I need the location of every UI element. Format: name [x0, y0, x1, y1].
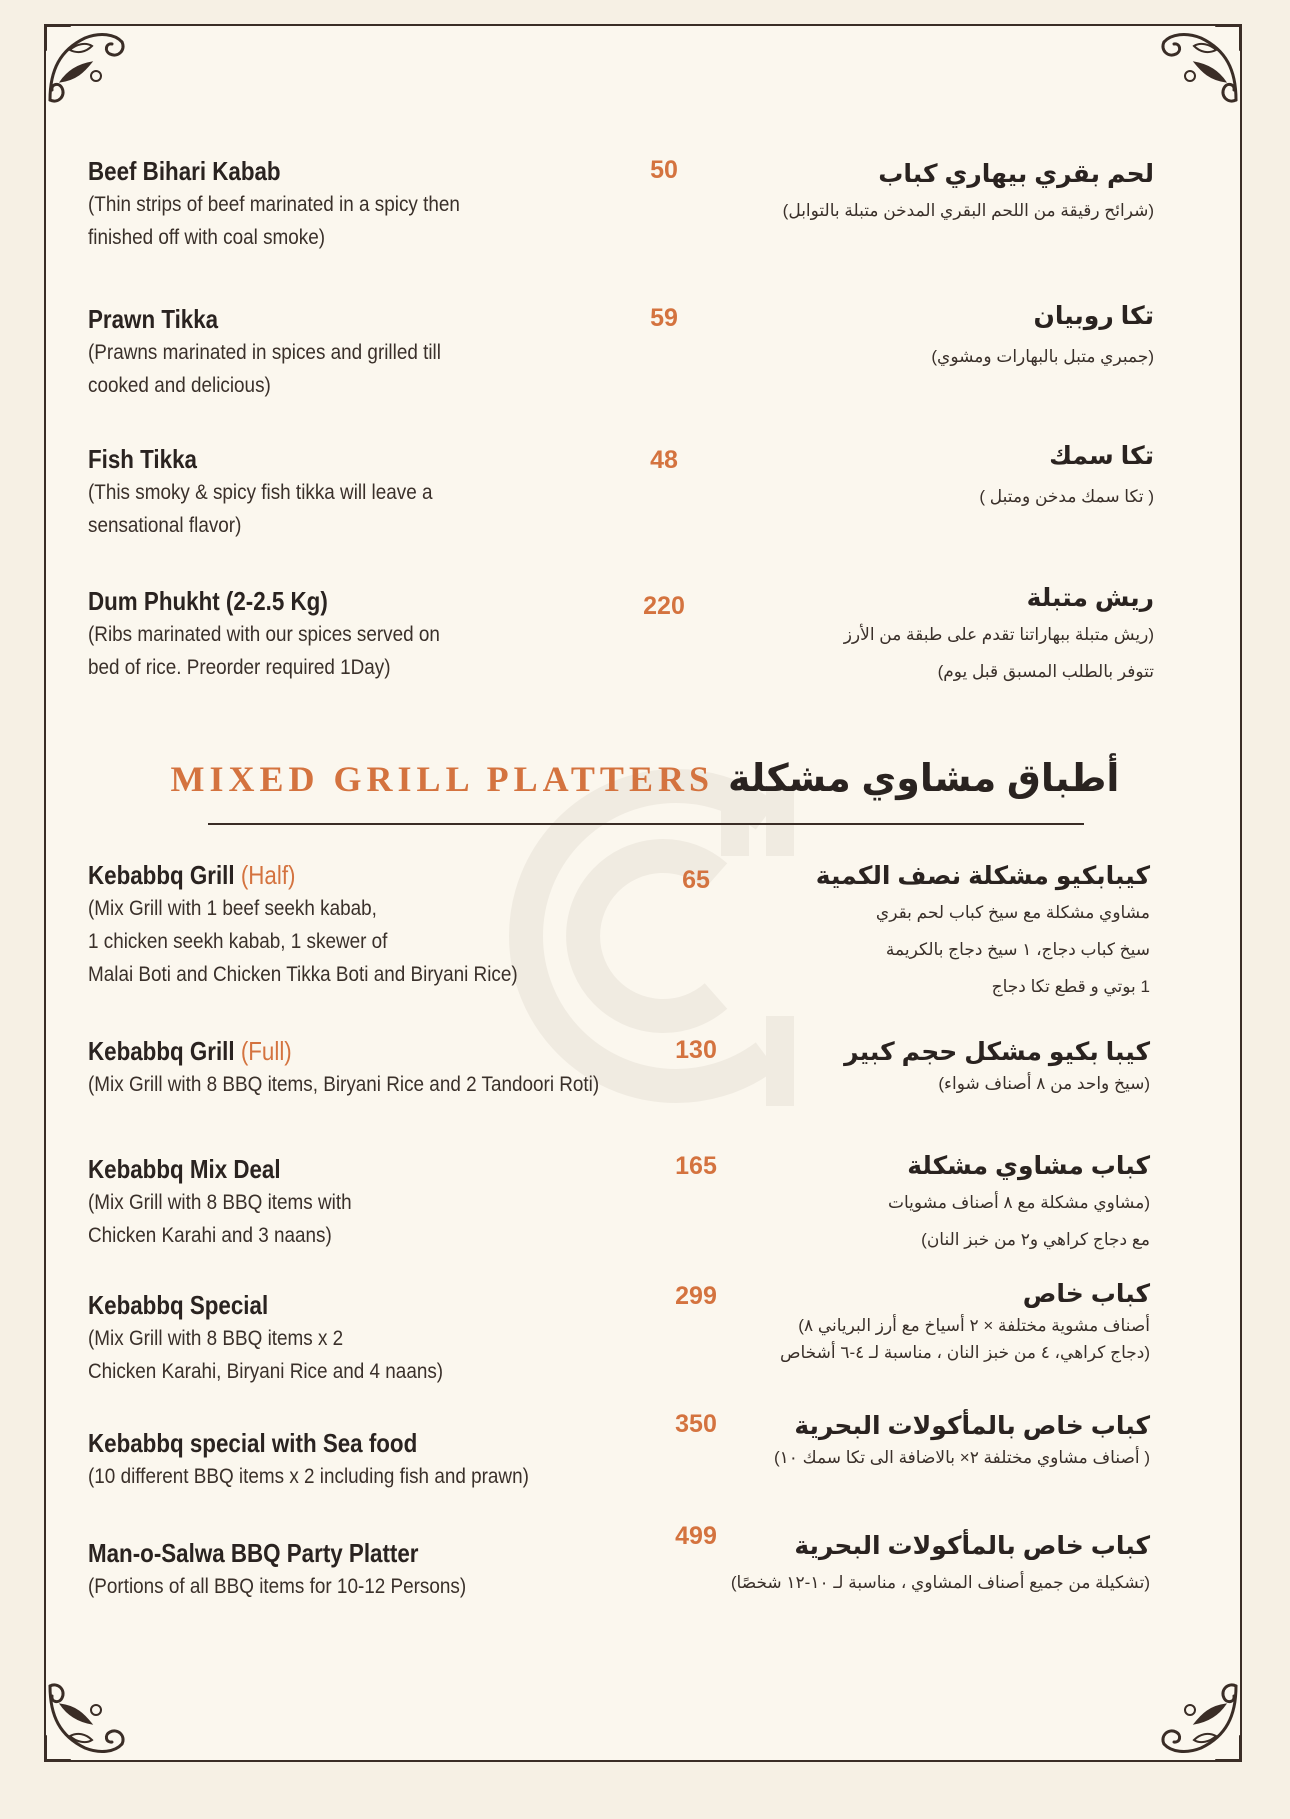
- item-english: [88, 1288, 648, 1388]
- item-name: Fish Tikka: [88, 444, 197, 474]
- item-desc: (10 different BBQ items x 2 including fish and prawn): [88, 1465, 529, 1488]
- item-english: [88, 154, 648, 254]
- item-english: [88, 858, 648, 991]
- item-name-ar: كيبا بكيو مشكل حجم كبير: [844, 1038, 1150, 1066]
- item-arabic: [590, 1408, 1150, 1472]
- item-price: 65: [682, 866, 710, 894]
- item-desc-ar: مع دجاج كراهي و٢ من خبز النان): [921, 1230, 1150, 1249]
- item-name: [88, 858, 570, 892]
- item-name: Kebabbq special with Sea food: [88, 1428, 418, 1458]
- item-name-ar: كيبابكيو مشكلة نصف الكمية: [815, 862, 1150, 890]
- item-name: Kebabbq Mix Deal: [88, 1154, 281, 1184]
- item-name-ar: كباب مشاوي مشكلة: [907, 1152, 1150, 1180]
- item-name-ar: تكا سمك: [1049, 442, 1154, 470]
- item-desc: Malai Boti and Chicken Tikka Boti and Biryani Rice): [88, 963, 518, 986]
- item-arabic: [590, 1034, 1150, 1098]
- item-desc-ar: سيخ كباب دجاج، ١ سيخ دجاج بالكريمة: [885, 940, 1150, 959]
- ornament-corner-top-left: [40, 20, 132, 112]
- item-desc: finished off with coal smoke): [88, 226, 326, 249]
- item-arabic: [590, 1276, 1150, 1366]
- item-desc: Chicken Karahi, Biryani Rice and 4 naans): [88, 1360, 444, 1383]
- item-name-ar: كباب خاص بالمأكولات البحرية: [794, 1412, 1150, 1440]
- item-desc: (Mix Grill with 8 BBQ items, Biryani Rice and 2 Tandoori Roti): [88, 1073, 600, 1096]
- item-name: Prawn Tikka: [88, 304, 219, 334]
- item-english: [88, 1152, 648, 1252]
- item-desc: (Mix Grill with 8 BBQ items with: [88, 1191, 352, 1214]
- item-desc-ar: (تشكيلة من جميع أصناف المشاوي ، مناسبة لـ ١٠-١٢ شخصًا): [730, 1573, 1150, 1592]
- item-desc: Chicken Karahi and 3 naans): [88, 1224, 332, 1247]
- item-price: 350: [675, 1410, 717, 1438]
- item-english: [88, 442, 648, 542]
- item-desc-ar: مشاوي مشكلة مع سيخ كباب لحم بقري: [875, 903, 1150, 922]
- item-desc: (Mix Grill with 8 BBQ items x 2: [88, 1327, 344, 1350]
- item-arabic: [594, 438, 1154, 515]
- item-desc: bed of rice. Preorder required 1Day): [88, 656, 391, 679]
- item-arabic: [590, 1148, 1150, 1258]
- item-size: (Half): [240, 860, 296, 890]
- item-name: Beef Bihari Kabab: [88, 156, 281, 186]
- item-price: 50: [650, 156, 678, 184]
- item-desc-ar: أصناف مشوية مختلفة × ٢ أسياخ مع أرز البرياني ٨): [798, 1316, 1150, 1335]
- item-name-ar: ريش متبلة: [1026, 584, 1154, 612]
- ornament-corner-top-right: [1154, 20, 1246, 112]
- item-english: [88, 1536, 648, 1603]
- item-desc-ar: (دجاج كراهي، ٤ من خبز النان ، مناسبة لـ ٤-٦ أشخاص: [779, 1343, 1150, 1362]
- item-desc: (Portions of all BBQ items for 10-12 Persons): [88, 1575, 467, 1598]
- item-name-ar: لحم بقري بيهاري كباب: [878, 160, 1154, 188]
- item-name-ar: تكا روبيان: [1033, 302, 1154, 330]
- item-english: [88, 302, 648, 402]
- ornament-corner-bottom-left: [40, 1674, 132, 1766]
- item-name-ar: كباب خاص بالمأكولات البحرية: [794, 1532, 1150, 1560]
- item-name-text: Kebabbq Grill: [88, 860, 235, 890]
- item-arabic: [594, 580, 1154, 690]
- item-desc: sensational flavor): [88, 514, 242, 537]
- item-desc: (Ribs marinated with our spices served on: [88, 623, 440, 646]
- ornament-corner-bottom-right: [1154, 1674, 1246, 1766]
- item-name: [88, 1034, 638, 1068]
- item-arabic: [594, 156, 1154, 229]
- item-desc: (Prawns marinated in spices and grilled till: [88, 341, 441, 364]
- menu-page: [44, 24, 1242, 1762]
- section-title-english: MIXED GRILL PLATTERS: [170, 759, 714, 799]
- item-price: 499: [675, 1522, 717, 1550]
- item-desc-ar: (ريش متبلة ببهاراتنا تقدم على طبقة من الأرز: [843, 625, 1154, 644]
- section-title: [46, 756, 1244, 801]
- item-desc-ar: (سيخ واحد من ٨ أصناف شواء): [938, 1074, 1150, 1093]
- item-arabic: [590, 1528, 1150, 1601]
- item-price: 59: [650, 304, 678, 332]
- section-divider: [208, 823, 1084, 825]
- item-desc-ar: (شرائح رقيقة من اللحم البقري المدخن متبلة بالتوابل): [782, 201, 1154, 220]
- item-desc-ar: تتوفر بالطلب المسبق قبل يوم): [937, 662, 1154, 681]
- item-desc: (This smoky & spicy fish tikka will leave a: [88, 481, 433, 504]
- item-desc-ar: 1 بوتي و قطع تكا دجاج: [991, 977, 1150, 996]
- item-desc-ar: ( تكا سمك مدخن ومتبل ): [979, 487, 1154, 506]
- item-name-text: Kebabbq Grill: [88, 1036, 235, 1066]
- item-price: 165: [675, 1152, 717, 1180]
- item-desc-ar: ( أصناف مشاوي مختلفة ٢× بالاضافة الى تكا سمك ١٠): [773, 1448, 1150, 1467]
- item-size: (Full): [240, 1036, 292, 1066]
- item-name: Dum Phukht (2-2.5 Kg): [88, 586, 328, 616]
- item-desc-ar: (جمبري متبل بالبهارات ومشوي): [931, 347, 1154, 366]
- item-desc: (Mix Grill with 1 beef seekh kabab,: [88, 897, 377, 920]
- item-desc-ar: (مشاوي مشكلة مع ٨ أصناف مشويات: [887, 1193, 1150, 1212]
- item-price: 130: [675, 1036, 717, 1064]
- item-price: 220: [643, 592, 685, 620]
- item-english: [88, 584, 648, 684]
- item-arabic: [590, 858, 1150, 1005]
- item-desc: (Thin strips of beef marinated in a spicy then: [88, 193, 460, 216]
- item-price: 48: [650, 446, 678, 474]
- item-arabic: [594, 298, 1154, 375]
- item-desc: 1 chicken seekh kabab, 1 skewer of: [88, 930, 388, 953]
- item-desc: cooked and delicious): [88, 374, 271, 397]
- item-price: 299: [675, 1282, 717, 1310]
- item-name-ar: كباب خاص: [1022, 1280, 1150, 1308]
- section-title-arabic: أطباق مشاوي مشكلة: [727, 758, 1120, 800]
- item-name: Man-o-Salwa BBQ Party Platter: [88, 1538, 419, 1568]
- item-name: Kebabbq Special: [88, 1290, 269, 1320]
